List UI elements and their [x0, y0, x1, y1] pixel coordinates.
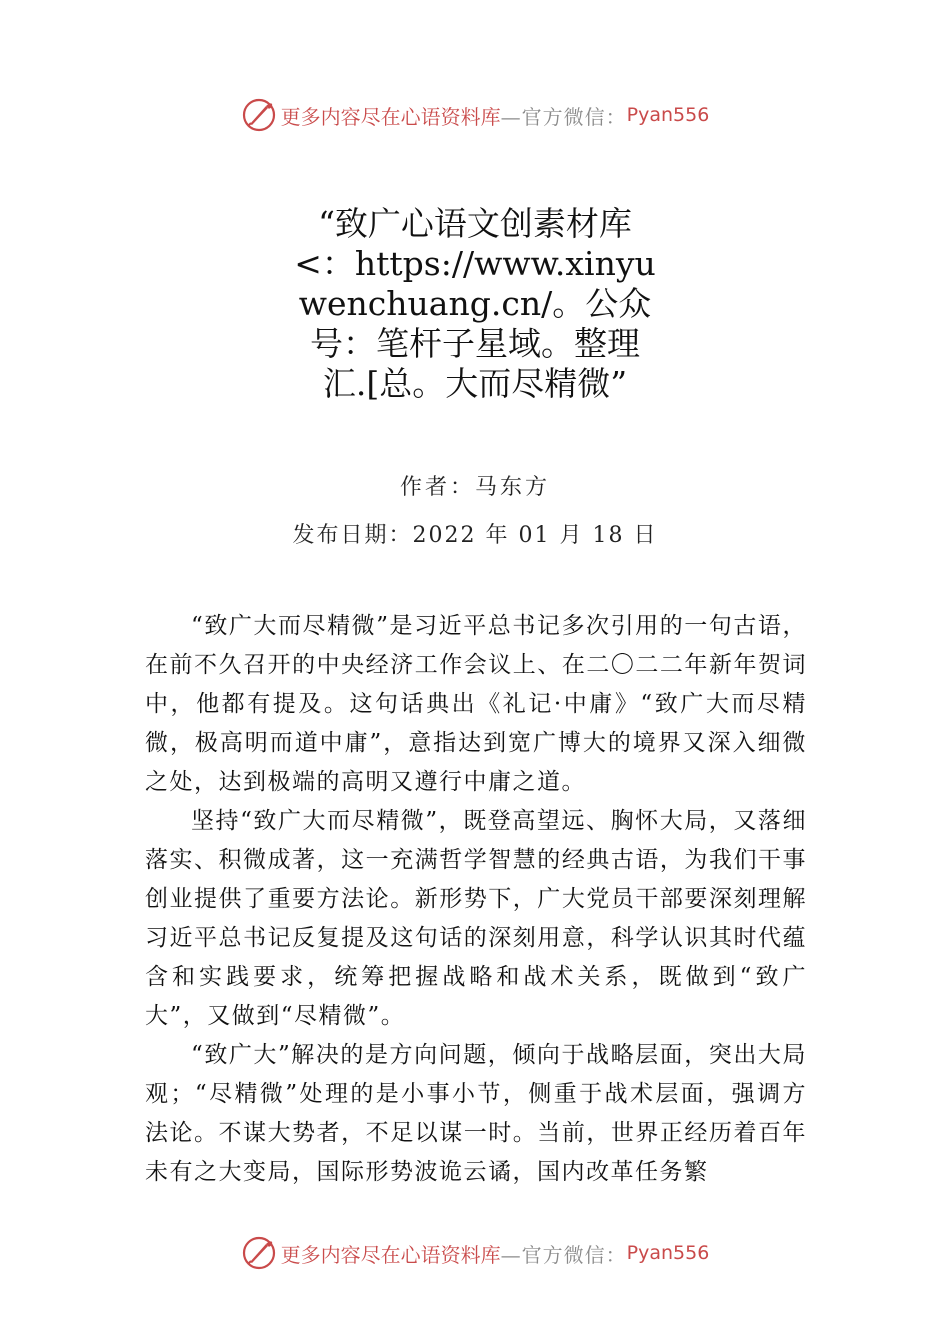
document-date: 发布日期：2022 年 01 月 18 日 [292, 523, 658, 548]
banner-wechat-label: —官方微信： [500, 104, 627, 129]
quill-pen-logo-icon [241, 1235, 277, 1271]
header-banner [0, 93, 950, 137]
paragraph: 坚持“致广大而尽精微”，既登高望远、胸怀大局，又落细落实、积微成著，这一充满哲学智慧的经典古语，为我们干事创业提供了重要方法论。新形势下，广大党员干部要深刻理解习近平总书记反复提及这句话的深刻用意，科学认识其时代蕴含和实践要求，统筹把握战略和战术关系，既做到“致广大”，又做到“尽精微”。 [145, 808, 807, 1029]
document-title: “致广心语文创素材库<：https://www.xinyuwenchuang.cn/。公众号：笔杆子星域。整理汇.[总。大而尽精微” [294, 204, 656, 403]
banner-text: 更多内容尽在心语资料库 [280, 104, 501, 129]
document-author: 作者：马东方 [399, 475, 550, 500]
document-body [145, 607, 807, 1192]
banner-wechat-id: Pyan556 [626, 1242, 710, 1264]
quill-pen-logo-icon [241, 97, 277, 133]
banner-text: 更多内容尽在心语资料库 [280, 1242, 501, 1267]
paragraph: “致广大”解决的是方向问题，倾向于战略层面，突出大局观；“尽精微”处理的是小事小节，侧重于战术层面，强调方法论。不谋大势者，不足以谋一时。当前，世界正经历着百年未有之大变局，国际形势波诡云谲，国内改革任务繁 [145, 1042, 807, 1185]
paragraph: “致广大而尽精微”是习近平总书记多次引用的一句古语，在前不久召开的中央经济工作会议上、在二〇二二年新年贺词中，他都有提及。这句话典出《礼记·中庸》“致广大而尽精微，极高明而道中庸”，意指达到宽广博大的境界又深入细微之处，达到极端的高明又遵行中庸之道。 [145, 613, 807, 795]
banner-wechat-id: Pyan556 [626, 104, 710, 126]
banner-wechat-label: —官方微信： [500, 1242, 627, 1267]
footer-banner [0, 1231, 950, 1275]
